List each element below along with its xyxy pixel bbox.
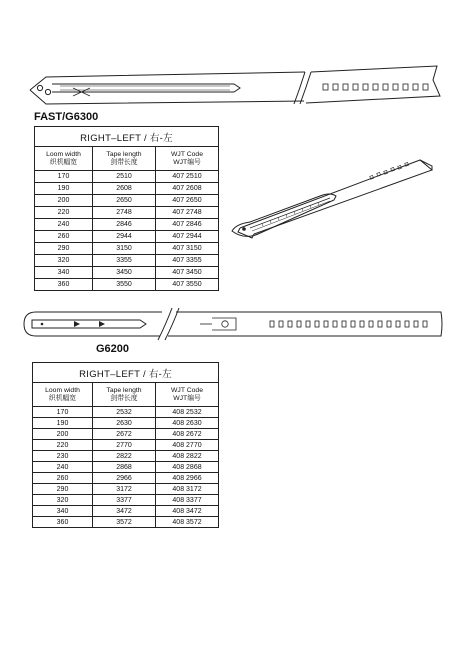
column-header-loom-width: Loom width 织机幅宽: [35, 147, 93, 171]
table-row: 170 2532 408 2532: [33, 407, 219, 418]
column-header-wjt-code: WJT Code WJT编号: [156, 147, 219, 171]
column-header-wjt-code: WJT Code WJT编号: [156, 383, 219, 407]
section-title-g6200: G6200: [96, 343, 130, 355]
table-row: 320 3355 407 3355: [35, 255, 219, 267]
table-row: 260 2944 407 2944: [35, 231, 219, 243]
table-row: 170 2510 407 2510: [35, 171, 219, 183]
table-row: 240 2846 407 2846: [35, 219, 219, 231]
tape-drawing-g6200: [0, 308, 467, 348]
table-row: 340 3472 408 3472: [33, 506, 219, 517]
table-row: 200 2650 407 2650: [35, 195, 219, 207]
table-row: 200 2672 408 2672: [33, 429, 219, 440]
table-header: RIGHT–LEFT / 右-左: [35, 127, 219, 147]
table-row: 230 2822 408 2822: [33, 451, 219, 462]
table-header: RIGHT–LEFT / 右-左: [33, 363, 219, 383]
table-row: 220 2748 407 2748: [35, 207, 219, 219]
column-header-tape-length: Tape length 剑带长度: [93, 383, 156, 407]
column-header-tape-length: Tape length 剑带长度: [93, 147, 156, 171]
table-row: 320 3377 408 3377: [33, 495, 219, 506]
spec-table-g6200: [32, 362, 219, 528]
table-row: 220 2770 408 2770: [33, 440, 219, 451]
section-title-g6300: FAST/G6300: [34, 111, 99, 123]
table-row: 290 3172 408 3172: [33, 484, 219, 495]
tape-perforations-middle: [270, 321, 427, 327]
table-row: 260 2966 408 2966: [33, 473, 219, 484]
table-row: 360 3550 407 3550: [35, 279, 219, 291]
table-row: 240 2868 408 2868: [33, 462, 219, 473]
column-header-loom-width: Loom width 织机幅宽: [33, 383, 93, 407]
table-row: 190 2630 408 2630: [33, 418, 219, 429]
table-row: 340 3450 407 3450: [35, 267, 219, 279]
table-row: 360 3572 408 3572: [33, 517, 219, 528]
table-row: 290 3150 407 3150: [35, 243, 219, 255]
table-row: 190 2608 407 2608: [35, 183, 219, 195]
